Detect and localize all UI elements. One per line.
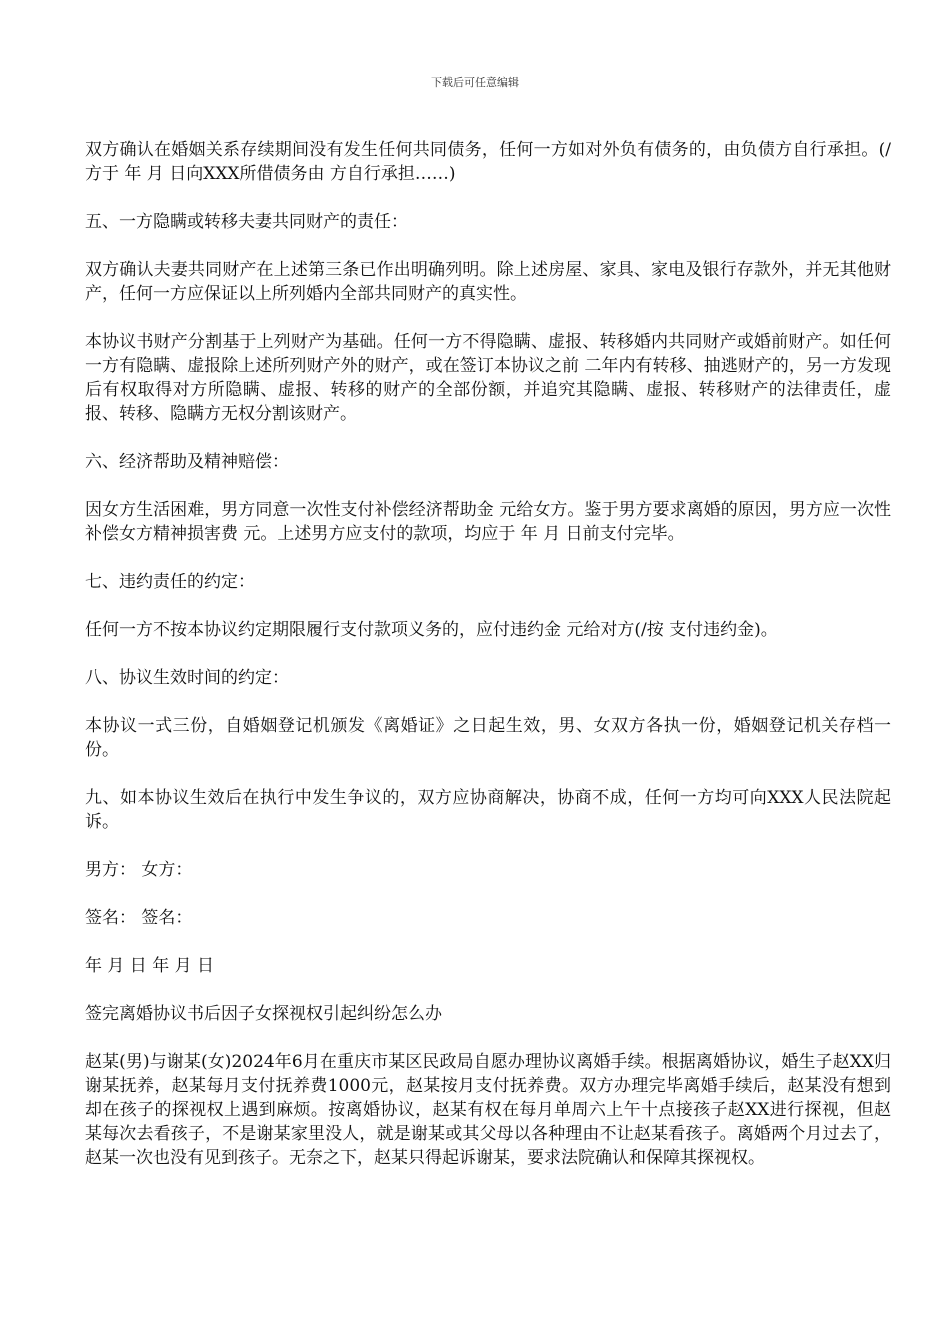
article-title: 签完离婚协议书后因子女探视权引起纠纷怎么办 (85, 1004, 442, 1024)
section-heading-7: 七、违约责任的约定： (85, 572, 255, 592)
paragraph-compensation: 因女方生活困难，男方同意一次性支付补偿经济帮助金 元给女方。鉴于男方要求离婚的原因，男方应一次性补偿女方精神损害费 元。上述男方应支付的款项，均应于 年 月 日前支付完毕。 (85, 500, 891, 544)
signature-parties: 男方： 女方： (85, 860, 193, 880)
paragraph-breach: 任何一方不按本协议约定期限履行支付款项义务的，应付违约金 元给对方(/按 支付违约金)。 (85, 620, 778, 640)
document-body (85, 138, 891, 1194)
section-heading-5: 五、一方隐瞒或转移夫妻共同财产的责任： (85, 212, 408, 232)
paragraph-debt-confirmation: 双方确认在婚姻关系存续期间没有发生任何共同债务，任何一方如对外负有债务的，由负债方自行承担。(/ 方于 年 月 日向XXX所借债务由 方自行承担……) (85, 140, 891, 184)
paragraph-property-confirmation: 双方确认夫妻共同财产在上述第三条已作出明确列明。除上述房屋、家具、家电及银行存款外，并无其他财产，任何一方应保证以上所列婚内全部共同财产的真实性。 (85, 260, 891, 304)
signature-names: 签名： 签名： (85, 908, 193, 928)
paragraph-property-division: 本协议书财产分割基于上列财产为基础。任何一方不得隐瞒、虚报、转移婚内共同财产或婚前财产。如任何一方有隐瞒、虚报除上述所列财产外的财产，或在签订本协议之前 二年内有转移、抽逃财产的，另一方发现后有权取得对方所隐瞒、虚报、转移的财产的全部份额，并追究其隐瞒、虚报、转移财产的法律责任，虚报、转移、隐瞒方无权分割该财产。 (85, 332, 891, 424)
section-heading-6: 六、经济帮助及精神赔偿： (85, 452, 289, 472)
paragraph-case-story: 赵某(男)与谢某(女)2024年6月在重庆市某区民政局自愿办理协议离婚手续。根据离婚协议，婚生子赵XX归谢某抚养，赵某每月支付抚养费1000元，赵某按月支付抚养费。双方办理完毕离婚手续后，赵某没有想到却在孩子的探视权上遇到麻烦。按离婚协议，赵某有权在每月单周六上午十点接孩子赵XX进行探视，但赵某每次去看孩子，不是谢某家里没人，就是谢某或其父母以各种理由不让赵某看孩子。离婚两个月过去了，赵某一次也没有见到孩子。无奈之下，赵某只得起诉谢某，要求法院确认和保障其探视权。 (85, 1052, 891, 1168)
page-header-note: 下载后可任意编辑 (431, 76, 519, 89)
paragraph-effective-date: 本协议一式三份，自婚姻登记机颁发《离婚证》之日起生效，男、女双方各执一份，婚姻登记机关存档一份。 (85, 716, 891, 760)
signature-dates: 年 月 日 年 月 日 (85, 956, 215, 976)
paragraph-dispute: 九、如本协议生效后在执行中发生争议的，双方应协商解决，协商不成，任何一方均可向XXX人民法院起诉。 (85, 788, 891, 832)
section-heading-8: 八、协议生效时间的约定： (85, 668, 289, 688)
